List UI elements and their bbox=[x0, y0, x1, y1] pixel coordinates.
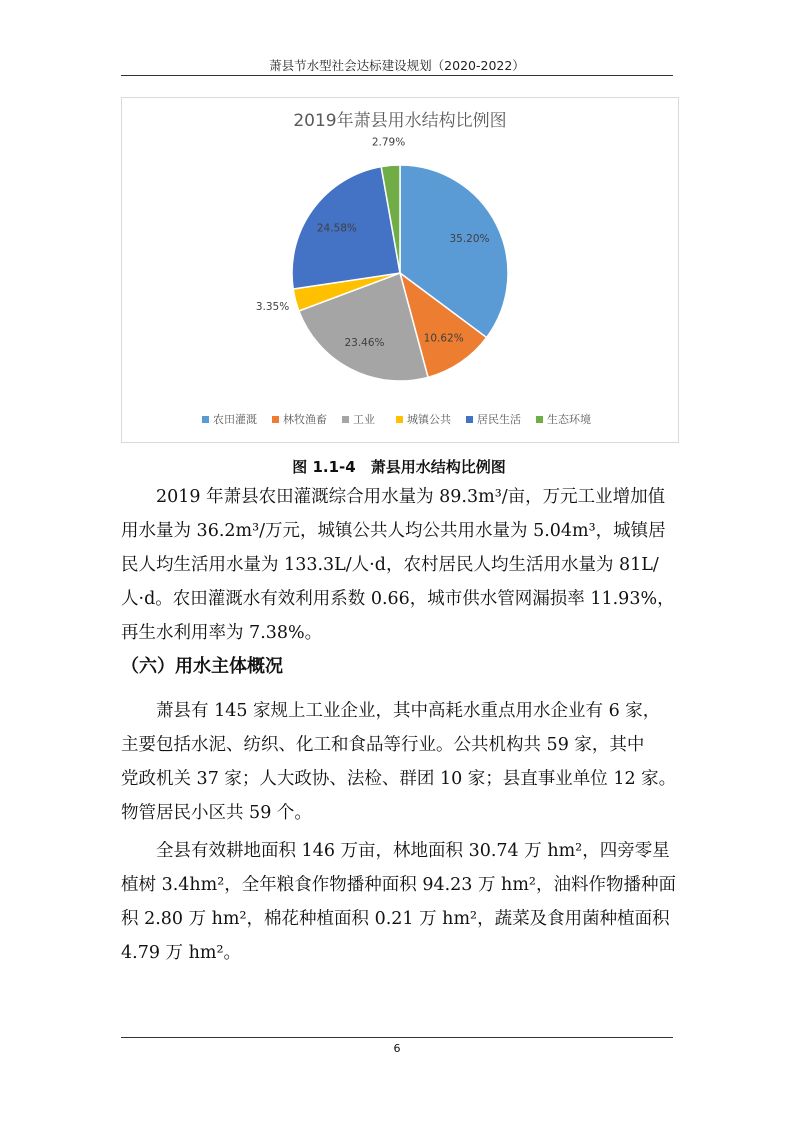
paragraph-line: 人·d。农田灌溉水有效利用系数 0.66，城市供水管网漏损率 11.93%， bbox=[121, 589, 675, 609]
paragraph-line: 植树 3.4hm²，全年粮食作物播种面积 94.23 万 hm²，油料作物播种面 bbox=[121, 875, 676, 895]
paragraph-water-use-indicators bbox=[121, 480, 677, 650]
paragraph-line: 物管居民小区共 59 个。 bbox=[121, 803, 312, 823]
paragraph-line: 2019 年萧县农田灌溉综合用水量为 89.3m³/亩，万元工业增加值 bbox=[156, 487, 666, 507]
pie-data-label: 10.62% bbox=[423, 332, 464, 345]
paragraph-line: 积 2.80 万 hm²，棉花种植面积 0.21 万 hm²，蔬菜及食用菌种植面积 bbox=[121, 909, 670, 929]
pie-data-label: 23.46% bbox=[344, 337, 385, 350]
paragraph-line: 全县有效耕地面积 146 万亩，林地面积 30.74 万 hm²，四旁零星 bbox=[156, 841, 670, 861]
pie-data-label: 35.20% bbox=[449, 233, 490, 246]
paragraph-line: 用水量为 36.2m³/万元，城镇公共人均公共用水量为 5.04m³，城镇居 bbox=[121, 521, 666, 541]
legend-label: 工业 bbox=[353, 413, 375, 426]
running-header: 萧县节水型社会达标建设规划（2020-2022） bbox=[269, 58, 525, 73]
page-number: 6 bbox=[393, 1042, 401, 1055]
footer-rule bbox=[121, 1037, 673, 1038]
legend-label: 林牧渔畜 bbox=[283, 413, 327, 426]
legend-label: 农田灌溉 bbox=[213, 413, 257, 426]
paragraph-line: 再生水利用率为 7.38%。 bbox=[121, 623, 323, 643]
paragraph-line: 萧县有 145 家规上工业企业，其中高耗水重点用水企业有 6 家， bbox=[156, 701, 661, 721]
figure-caption: 图 1.1-4 萧县用水结构比例图 bbox=[292, 458, 506, 476]
legend-swatch bbox=[466, 416, 473, 423]
paragraph-water-users bbox=[121, 694, 677, 830]
chart-title: 2019年萧县用水结构比例图 bbox=[293, 111, 507, 131]
legend-swatch bbox=[396, 416, 403, 423]
paragraph-line: 主要包括水泥、纺织、化工和食品等行业。公共机构共 59 家，其中 bbox=[121, 735, 645, 755]
paragraph-line: 党政机关 37 家；人大政协、法检、群团 10 家；县直事业单位 12 家。 bbox=[121, 769, 677, 789]
paragraph-land-use bbox=[121, 834, 677, 970]
pie-data-label: 3.35% bbox=[255, 301, 290, 314]
chart-legend bbox=[202, 412, 591, 426]
pie-chart-frame bbox=[121, 97, 679, 443]
paragraph-line: 民人均生活用水量为 133.3L/人·d，农村居民人均生活用水量为 81L/ bbox=[121, 555, 659, 575]
pie-chart bbox=[122, 98, 678, 442]
pie-slices bbox=[292, 165, 508, 381]
legend-swatch bbox=[342, 416, 349, 423]
legend-swatch bbox=[272, 416, 279, 423]
pie-data-label: 24.58% bbox=[316, 222, 357, 235]
pie-data-label: 2.79% bbox=[371, 136, 406, 149]
legend-label: 城镇公共 bbox=[407, 413, 451, 426]
legend-swatch bbox=[202, 416, 209, 423]
legend-label: 生态环境 bbox=[547, 413, 591, 426]
header-rule bbox=[121, 75, 673, 76]
legend-swatch bbox=[536, 416, 543, 423]
paragraph-line: 4.79 万 hm²。 bbox=[121, 943, 241, 963]
legend-label: 居民生活 bbox=[477, 413, 521, 426]
section-title: （六）用水主体概况 bbox=[121, 656, 283, 677]
